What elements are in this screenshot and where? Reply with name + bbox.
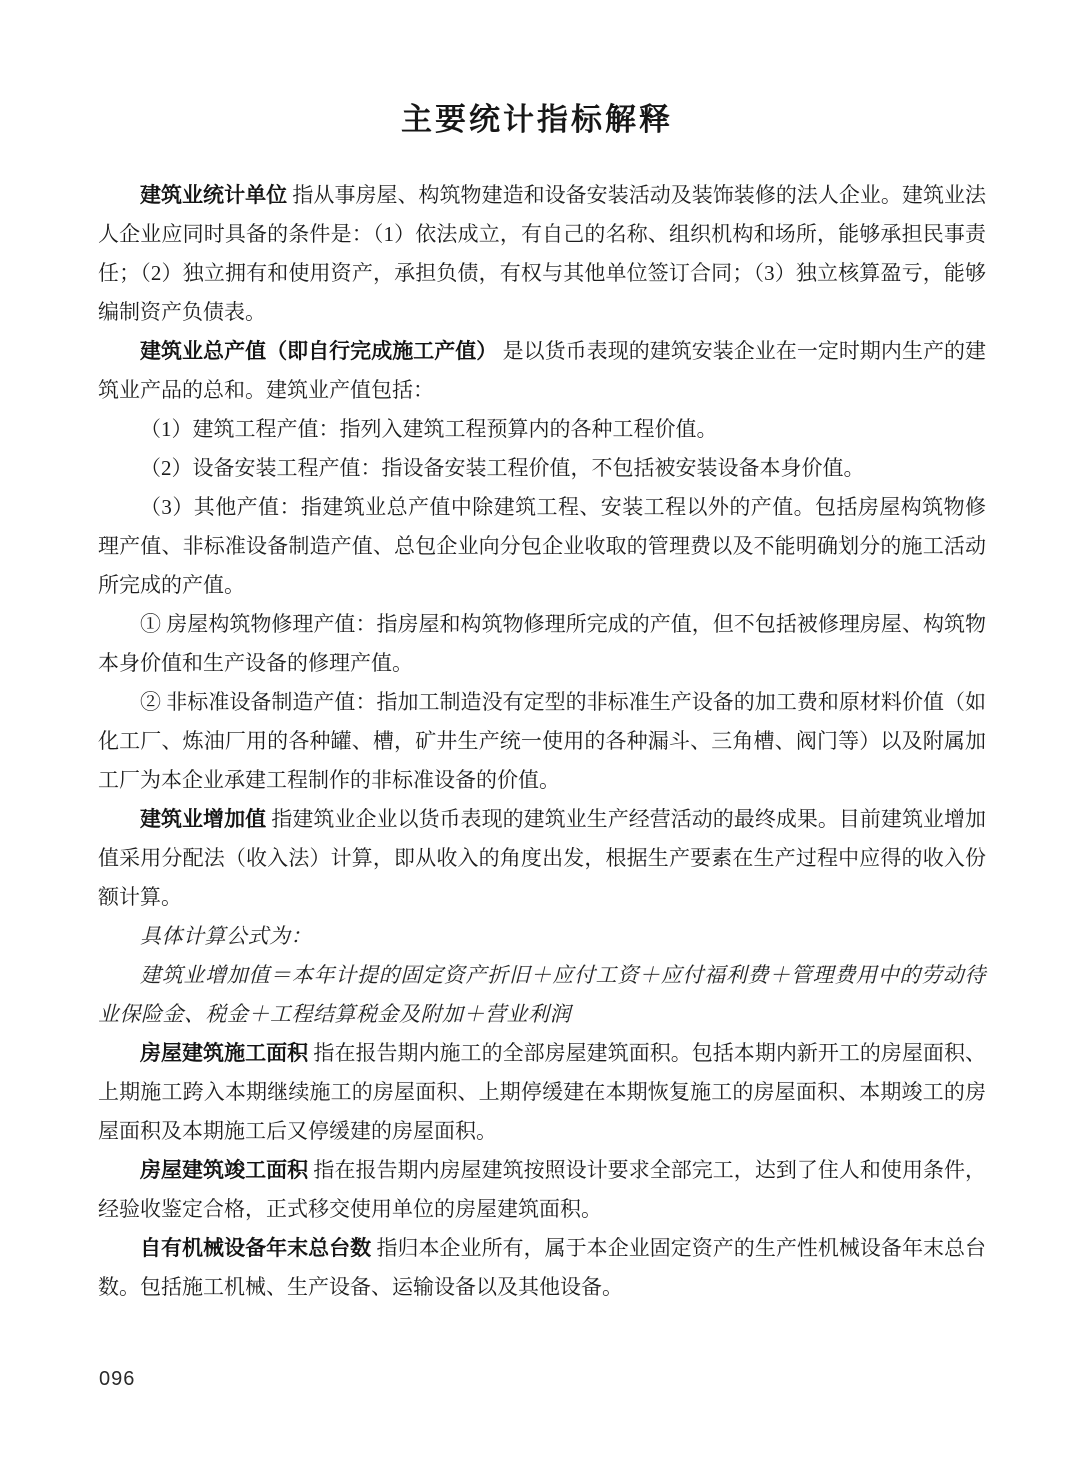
paragraph: 自有机械设备年末总台数 指归本企业所有，属于本企业固定资产的生产性机械设备年末总台数。包括施工机械、生产设备、运输设备以及其他设备。 [98,1236,987,1299]
term-label: 建筑业总产值（即自行完成施工产值） [140,339,498,363]
paragraph: 建筑业总产值（即自行完成施工产值） 是以货币表现的建筑安装企业在一定时期内生产的建筑业产品的总和。建筑业产值包括： [98,339,987,402]
paragraph: （1）建筑工程产值：指列入建筑工程预算内的各种工程价值。 [140,417,718,441]
term-label: 自有机械设备年末总台数 [140,1236,372,1260]
paragraph: （2）设备安装工程产值：指设备安装工程价值，不包括被安装设备本身价值。 [140,456,865,480]
term-label: 房屋建筑竣工面积 [140,1158,309,1182]
page-number: 096 [99,1368,136,1390]
term-label: 房屋建筑施工面积 [140,1041,309,1065]
page-title: 主要统计指标解释 [401,102,673,137]
paragraph: 房屋建筑竣工面积 指在报告期内房屋建筑按照设计要求全部完工，达到了住人和使用条件，经验收鉴定合格，正式移交使用单位的房屋建筑面积。 [98,1158,987,1221]
term-label: 建筑业增加值 [140,807,267,831]
term-label: 建筑业统计单位 [140,183,288,207]
paragraph: 建筑业增加值＝本年计提的固定资产折旧＋应付工资＋应付福利费＋管理费用中的劳动待业保险金、税金＋工程结算税金及附加＋营业利润 [98,963,986,1026]
paragraph: ① 房屋构筑物修理产值：指房屋和构筑物修理所完成的产值，但不包括被修理房屋、构筑物本身价值和生产设备的修理产值。 [98,612,986,675]
paragraph: 具体计算公式为： [140,924,312,948]
paragraph: 建筑业增加值 指建筑业企业以货币表现的建筑业生产经营活动的最终成果。目前建筑业增加值采用分配法（收入法）计算，即从收入的角度出发，根据生产要素在生产过程中应得的收入份额计算。 [98,807,987,909]
paragraph: 建筑业统计单位 指从事房屋、构筑物建造和设备安装活动及装饰装修的法人企业。建筑业法人企业应同时具备的条件是：（1）依法成立，有自己的名称、组织机构和场所，能够承担民事责任；（2）独立拥有和使用资产，承担负债，有权与其他单位签订合同；（3）独立核算盈亏，能够编制资产负债表。 [98,183,987,324]
paragraph: ② 非标准设备制造产值：指加工制造没有定型的非标准生产设备的加工费和原材料价值（如化工厂、炼油厂用的各种罐、槽，矿井生产统一使用的各种漏斗、三角槽、阀门等）以及附属加工厂为本企业承建工程制作的非标准设备的价值。 [98,690,986,792]
document-body [98,176,986,1307]
paragraph: （3）其他产值：指建筑业总产值中除建筑工程、安装工程以外的产值。包括房屋构筑物修理产值、非标准设备制造产值、总包企业向分包企业收取的管理费以及不能明确划分的施工活动所完成的产值。 [98,495,986,597]
paragraph: 房屋建筑施工面积 指在报告期内施工的全部房屋建筑面积。包括本期内新开工的房屋面积、上期施工跨入本期继续施工的房屋面积、上期停缓建在本期恢复施工的房屋面积、本期竣工的房屋面积及本期施工后又停缓建的房屋面积。 [98,1041,987,1143]
